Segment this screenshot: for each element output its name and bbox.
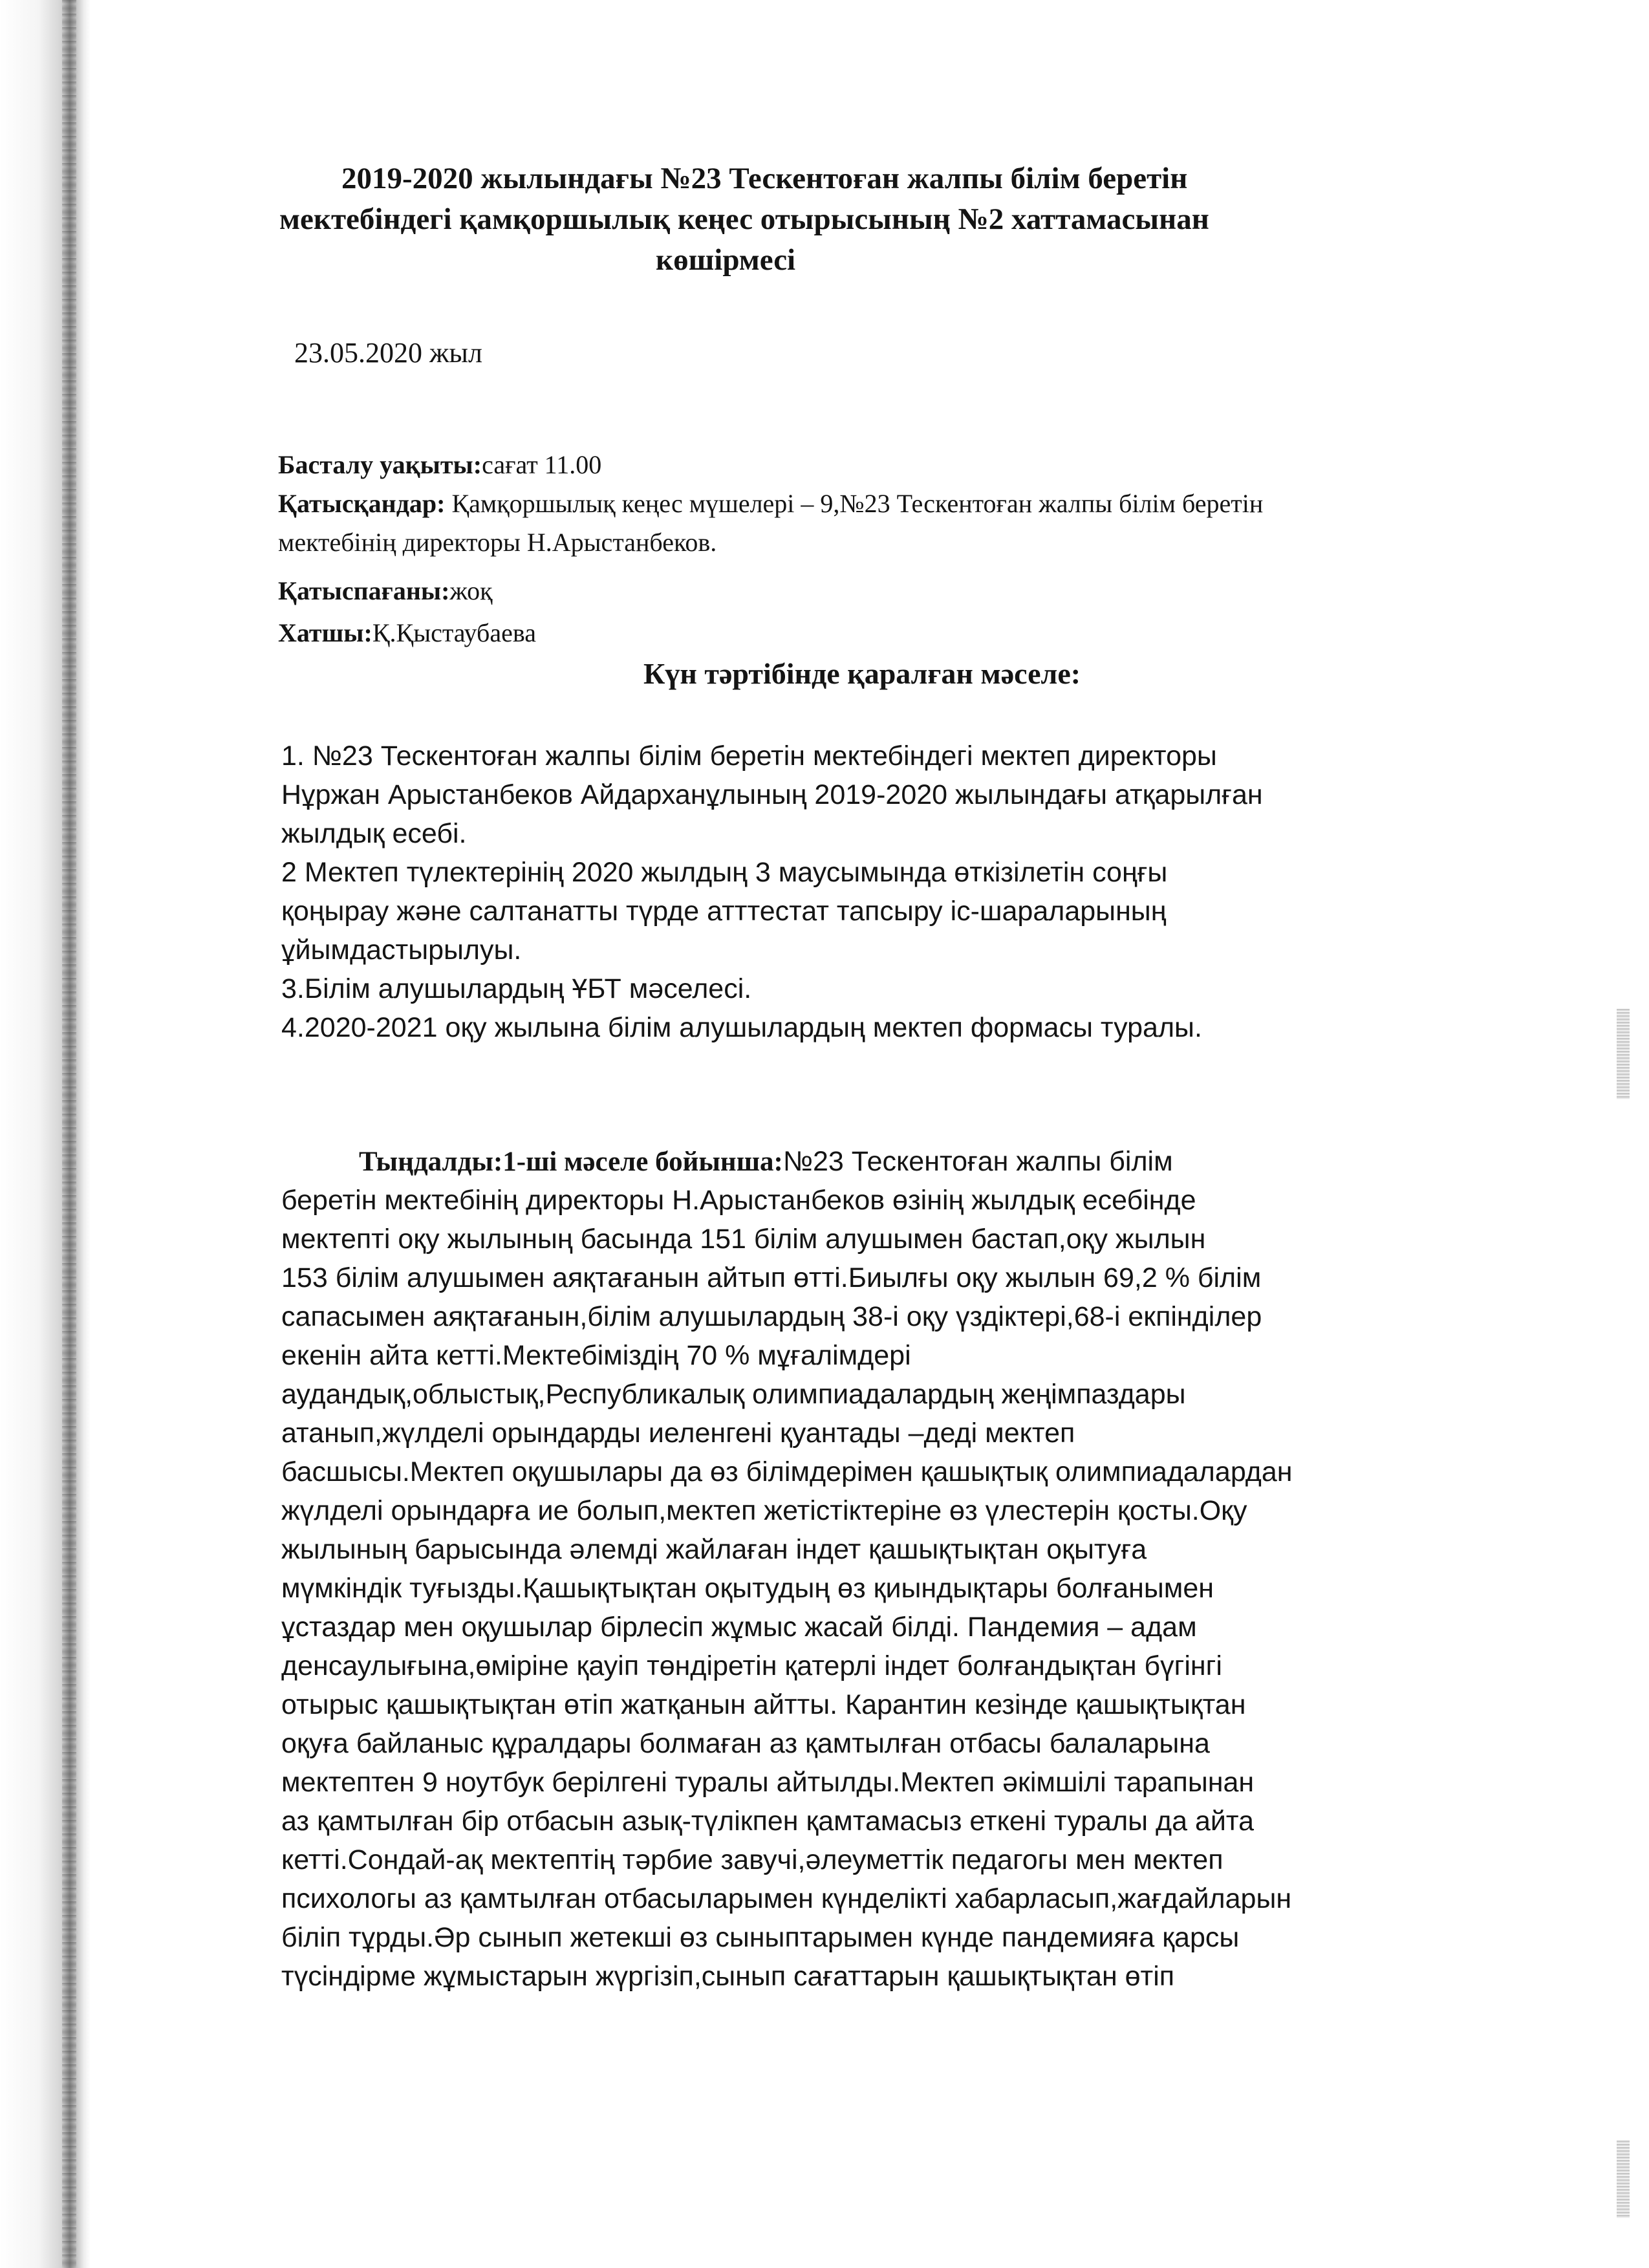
heard-line: 153 білім алушымен аяқтағанын айтып өтті.Биылғы оқу жылын 69,2 % білім bbox=[281, 1262, 1262, 1293]
start-time-value: сағат 11.00 bbox=[482, 450, 602, 479]
heard-line: атанып,жүлделі орындарды иеленгені қуантады –деді мектеп bbox=[281, 1418, 1075, 1449]
secretary-label: Хатшы: bbox=[278, 618, 372, 647]
participants-row bbox=[278, 488, 1263, 519]
agenda-line: Нұржан Арыстанбеков Айдарханұлының 2019-2020 жылындағы атқарылған bbox=[281, 779, 1263, 810]
agenda-line: 3.Білім алушылардың ҰБТ мәселесі. bbox=[281, 973, 752, 1004]
start-time-label: Басталу уақыты: bbox=[278, 450, 482, 479]
agenda-heading: Күн тәртібінде қаралған мәселе: bbox=[643, 657, 1081, 690]
heard-line: түсіндірме жұмыстарын жүргізіп,сынып сағаттарын қашықтықтан өтіп bbox=[281, 1961, 1175, 1992]
title-line: мектебіндегі қамқоршылық кеңес отырысының №2 хаттамасынан bbox=[279, 202, 1209, 236]
scan-speck bbox=[1617, 1009, 1630, 1099]
heard-line: психологы аз қамтылған отбасыларымен күнделікті хабарласып,жағдайларын bbox=[281, 1883, 1292, 1914]
secretary-row bbox=[278, 618, 536, 648]
agenda-line: жылдық есебі. bbox=[281, 818, 467, 849]
agenda-line: 1. №23 Тескентоған жалпы білім беретін мектебіндегі мектеп директоры bbox=[281, 740, 1217, 772]
agenda-line: ұйымдастырылуы. bbox=[281, 934, 522, 966]
absent-row bbox=[278, 576, 493, 606]
scan-shadow-edge bbox=[0, 0, 91, 2268]
title-line: 2019-2020 жылындағы №23 Тескентоған жалпы білім беретін bbox=[341, 162, 1188, 195]
heard-line: аз қамтылған бір отбасын азық-түлікпен қамтамасыз еткені туралы да айта bbox=[281, 1806, 1255, 1837]
absent-label: Қатыспағаны: bbox=[278, 576, 450, 605]
participants-label: Қатысқандар: bbox=[278, 489, 446, 518]
heard-line: біліп тұрды.Әр сынып жетекші өз сыныптарымен күнде пандемияға қарсы bbox=[281, 1922, 1240, 1953]
secretary-value: Қ.Қыстаубаева bbox=[372, 618, 536, 647]
heard-line: аудандық,облыстық,Республикалық олимпиадалардың жеңімпаздары bbox=[281, 1379, 1186, 1410]
heard-line: денсаулығына,өміріне қауіп төндіретін қатерлі індет болғандықтан бүгінгі bbox=[281, 1650, 1222, 1681]
heard-line: кетті.Сондай-ақ мектептің тәрбие завучі,әлеуметтік педагогы мен мектеп bbox=[281, 1844, 1223, 1875]
heard-line: жылының барысында әлемді жайлаған індет қашықтықтан оқытуға bbox=[281, 1534, 1147, 1565]
heard-label: Тыңдалды:1-ші мәселе бойынша: bbox=[359, 1147, 783, 1177]
participants-value-cont: мектебінің директоры Н.Арыстанбеков. bbox=[278, 528, 717, 557]
heard-line: беретін мектебінің директоры Н.Арыстанбеков өзінің жылдық есебінде bbox=[281, 1185, 1196, 1216]
document-date: 23.05.2020 жыл bbox=[294, 337, 482, 369]
participants-row-cont bbox=[278, 527, 717, 557]
start-time-row bbox=[278, 449, 601, 480]
scan-noise-strip bbox=[62, 0, 76, 2268]
heard-first-line bbox=[359, 1146, 1173, 1178]
heard-line: мүмкіндік туғызды.Қашықтықтан оқытудың өз қиындықтары болғанымен bbox=[281, 1573, 1214, 1604]
heard-line: екенін айта кетті.Мектебіміздің 70 % мұғалімдері bbox=[281, 1340, 911, 1371]
heard-line: басшысы.Мектеп оқушылары да өз білімдерімен қашықтық олимпиадалардан bbox=[281, 1456, 1293, 1487]
heard-line: сапасымен аяқтағанын,білім алушылардың 38-і оқу үздіктері,68-і екпінділер bbox=[281, 1301, 1262, 1332]
heard-line: жүлделі орындарға ие болып,мектеп жетістіктеріне өз үлестерін қосты.Оқу bbox=[281, 1495, 1247, 1526]
heard-line: оқуға байланыс құралдары болмаған аз қамтылған отбасы балаларына bbox=[281, 1728, 1210, 1759]
agenda-line: 4.2020-2021 оқу жылына білім алушылардың мектеп формасы туралы. bbox=[281, 1012, 1202, 1043]
title-line: көшірмесі bbox=[656, 243, 796, 277]
heard-line: отырыс қашықтықтан өтіп жатқанын айтты. Карантин кезінде қашықтықтан bbox=[281, 1689, 1246, 1720]
scan-speck bbox=[1617, 2141, 1630, 2218]
agenda-line: қоңырау және салтанатты түрде атттестат тапсыру іс-шараларының bbox=[281, 896, 1167, 927]
heard-line: мектепті оқу жылының басында 151 білім алушымен бастап,оқу жылын bbox=[281, 1224, 1206, 1255]
participants-value: Қамқоршылық кеңес мүшелері – 9,№23 Тескентоған жалпы білім беретін bbox=[445, 489, 1264, 518]
heard-first-line-text: №23 Тескентоған жалпы білім bbox=[782, 1146, 1173, 1177]
heard-line: мектептен 9 ноутбук берілгені туралы айтылды.Мектеп әкімшілі тарапынан bbox=[281, 1767, 1255, 1798]
heard-line: ұстаздар мен оқушылар бірлесіп жұмыс жасай білді. Пандемия – адам bbox=[281, 1612, 1197, 1643]
agenda-line: 2 Мектеп түлектерінің 2020 жылдың 3 маусымында өткізілетін соңғы bbox=[281, 857, 1168, 888]
absent-value: жоқ bbox=[449, 576, 493, 605]
